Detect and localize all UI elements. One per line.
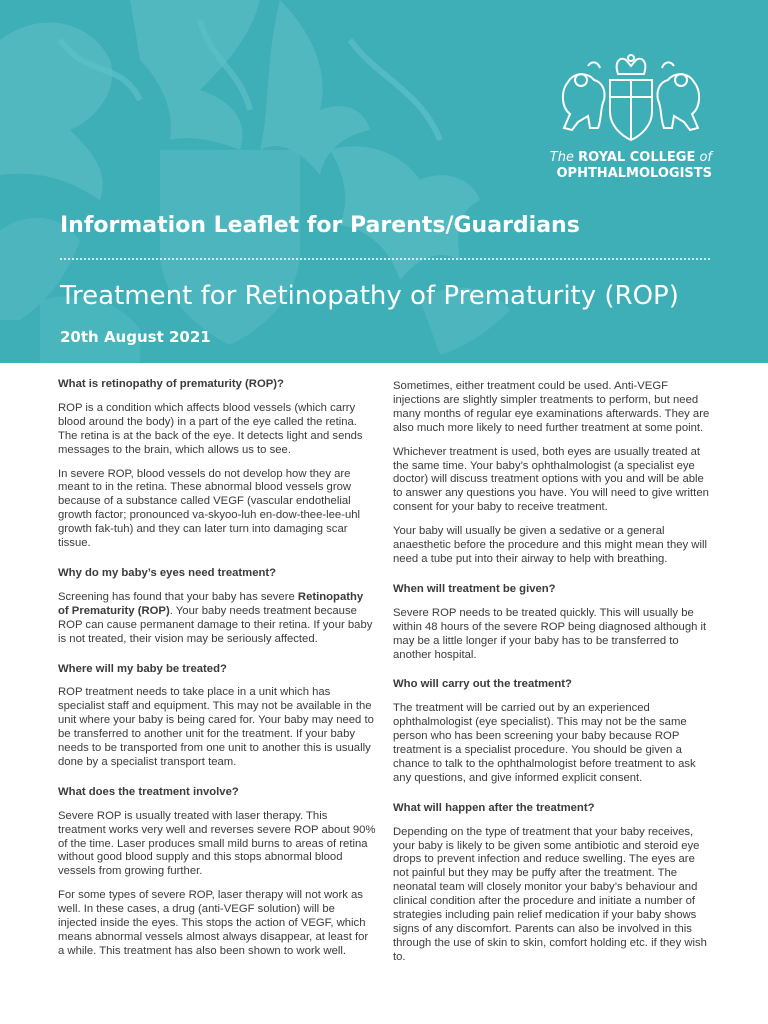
logo-the: The: [549, 150, 574, 165]
section-heading-after-treatment: What will happen after the treatment?: [393, 801, 595, 814]
coat-of-arms-icon: [548, 52, 713, 144]
paragraph: Depending on the type of treatment that your baby receives, your baby is likely to be given some antibiotic and steroid eye drops to prevent infection and reduce swelling. The eyes are not painful but they may be puffy after the treatment. The neonatal team will closely monitor your baby’s behaviour and clinical condition after the procedure and initiate a number of strategies including pain relief medication if your baby shows signs of any discomfort. Parents can also be involved in this through the use of skin to skin, comfort holding etc. if they wish to.: [393, 825, 707, 963]
logo-wordmark-line2: OPHTHALMOLOGISTS: [556, 166, 712, 181]
section-heading-why-treatment: Why do my baby’s eyes need treatment?: [58, 566, 277, 579]
section-heading-who-carries-out: Who will carry out the treatment?: [393, 678, 572, 691]
college-logo: [540, 52, 720, 182]
left-column: [58, 378, 376, 969]
right-column: [393, 380, 711, 975]
paragraph: Sometimes, either treatment could be used. Anti-VEGF injections are slightly simpler treatments to perform, but need many months of regular eye examinations afterwards. They are also much more likely to need further treatment at some point.: [393, 380, 710, 434]
paragraph: The treatment will be carried out by an experienced ophthalmologist (eye specialist). This may not be the same person who has been screening your baby because ROP treatment is a specialist procedure. You should be given a chance to talk to the ophthalmologist before treatment to ask any questions, and give informed explicit consent.: [393, 702, 696, 784]
section-heading-what-is-rop: What is retinopathy of prematurity (ROP)?: [58, 378, 284, 390]
text-run: . Your baby needs treatment because ROP can cause permanent damage to their retina. If your baby is not treated, their vision may be seriously affected.: [58, 604, 373, 645]
paragraph: Severe ROP needs to be treated quickly. This will usually be within 48 hours of the severe ROP being diagnosed although it may be a little longer if your baby has to be transferred to another hospital.: [393, 606, 707, 661]
paragraph: Your baby will usually be given a sedative or a general anaesthetic before the procedure and this might mean they will need a tube put into their airway to help with breathing.: [393, 525, 707, 565]
page-title: Treatment for Retinopathy of Prematurity (ROP): [60, 281, 679, 311]
paragraph: Severe ROP is usually treated with laser therapy. This treatment works very well and reverses severe ROP about 90% of the time. Laser produces small mild burns to areas of retina without good blood supply and this stops abnormal blood vessels from growing further.: [58, 809, 376, 878]
paragraph: For some types of severe ROP, laser therapy will not work as well. In these cases, a drug (anti-VEGF solution) will be injected inside the eyes. This stops the action of VEGF, which means abnormal vessels almost always disappear, at least for a while. This treatment has also been shown to work well.: [58, 889, 369, 957]
leaflet-audience-label: Information Leaflet for Parents/Guardians: [60, 213, 580, 238]
logo-of: of: [699, 150, 712, 165]
paragraph: [58, 591, 376, 647]
logo-royal-college: ROYAL COLLEGE: [578, 150, 696, 165]
section-heading-where-treated: Where will my baby be treated?: [58, 662, 227, 675]
paragraph: In severe ROP, blood vessels do not develop how they are meant to in the retina. These abnormal blood vessels grow because of a substance called VEGF (vascular endothelial growth factor; pronounced va-skyoo-luh en-dow-thee-lee-uhl growth fak-tuh) and they can later turn into damaging scar tissue.: [58, 467, 361, 550]
text-run: Screening has found that your baby has severe: [58, 590, 298, 603]
paragraph: ROP treatment needs to take place in a unit which has specialist staff and equipment. This may not be available in the unit where your baby is being cared for. Your baby may need to be transferred to another unit for the treatment. If your baby needs to be transported from one unit to another this is usually done by a specialist transport team.: [58, 686, 374, 768]
header-banner: [0, 0, 768, 363]
section-heading-when-given: When will treatment be given?: [393, 582, 556, 595]
publication-date: 20th August 2021: [60, 328, 211, 346]
logo-wordmark-line1: [540, 150, 712, 165]
dotted-divider: [60, 258, 710, 260]
paragraph: Whichever treatment is used, both eyes are usually treated at the same time. Your baby’s ophthalmologist (a specialist eye doctor) will discuss treatment options with you and will be able to answer any questions you have. You will need to give written consent for your baby to receive treatment.: [393, 445, 709, 514]
paragraph: ROP is a condition which affects blood vessels (which carry blood around the body) in a part of the eye called the retina. The retina is at the back of the eye. It detects light and sends messages to the brain, which allows us to see.: [58, 401, 363, 456]
bold-term: Retinopathy of Prematurity (ROP): [58, 590, 364, 617]
section-heading-treatment-involve: What does the treatment involve?: [58, 785, 239, 798]
